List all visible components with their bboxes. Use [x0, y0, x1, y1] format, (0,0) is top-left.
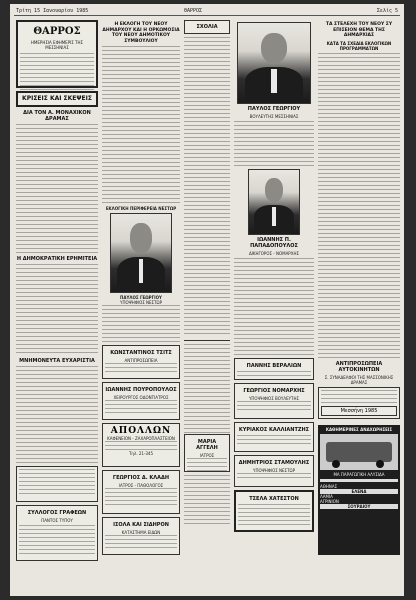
shipping-row-2: ΛΑΜΙΑ — [320, 493, 333, 499]
ad-kostas-title: ΚΩΝΣΤΑΝΤΙΝΟΣ ΤΣΙΤΣ — [110, 350, 172, 356]
ad-vasilis — [234, 358, 314, 380]
ad-final-text — [238, 504, 310, 528]
col-b-text-1 — [102, 46, 180, 206]
ad-georgios-title: ΓΕΩΡΓΙΟΣ Δ. ΚΛΑΔΗ — [112, 475, 170, 481]
ad-dentist — [102, 382, 180, 420]
bus-illustration — [320, 434, 398, 470]
photo-caption-1-sub: ΥΠΟΨΗΦΙΟΣ ΝΕΣΤΩΡ — [120, 300, 162, 305]
ad-vasilis-text — [237, 371, 311, 377]
ad-maria — [184, 434, 230, 472]
col-d-caption-1: ΠΑΥΛΟΣ ΓΕΩΡΓΙΟΥ — [247, 106, 301, 112]
ad-izola-text — [105, 535, 177, 549]
ad-anti-sub: Σ. ΣΥΝΑΔΕΛΦΟΙ ΤΗΣ ΜΑΣΣΟΝΙΚΗΣ ΔΡΑΜΑΣ — [324, 374, 394, 385]
col-e-notice-box — [318, 387, 400, 419]
column-a — [16, 20, 98, 564]
col-d-text-1 — [234, 121, 314, 167]
ad-izola-sub: ΚΑΤΑΣΤΗΜΑ ΕΙΔΩΝ — [121, 530, 161, 535]
ad-final — [234, 490, 314, 532]
ad-izola-title: ΙΣΟΛΑ ΚΑΙ ΣΙΔΗΡΟΝ — [113, 522, 169, 528]
page-header — [14, 6, 400, 16]
col-c-tag: ΣΧΟΛΙΑ — [196, 24, 218, 30]
ad-dimarchos-sub: ΥΠΟΨΗΦΙΟΣ ΒΟΥΛΕΥΤΗΣ — [248, 396, 300, 401]
ad-konst-text — [237, 473, 311, 481]
ad-apollon-title: ΑΠΟΛΛΩΝ — [110, 426, 172, 436]
col-d-text-2 — [234, 258, 314, 358]
ad-georgios-text — [105, 488, 177, 508]
shipping-ad-title: ΚΑΘΗΜΕΡΙΝΕΣ ΑΝΑΧΩΡΗΣΕΙΣ — [325, 426, 393, 432]
ad-kyriakos-title: ΚΥΡΙΑΚΟΣ ΚΑΛΛΙΑΝΤΖΗΣ — [238, 427, 310, 433]
ad-apollon — [102, 423, 180, 467]
col-a-subheadline-2: ΜΝΗΜΟΝΕΥΤΑ ΕΥΧΑΡΙΣΤΙΑ — [19, 358, 95, 364]
ad-dentist-sub: ΧΕΙΡΟΥΡΓΟΣ ΟΔΟΝΤΙΑΤΡΟΣ — [113, 395, 169, 400]
masthead-subtitle: ΗΜΕΡΗΣΙΑ ΕΦΗΜΕΡΙΣ ΤΗΣ ΜΕΣΣΗΝΙΑΣ — [30, 40, 84, 50]
shipping-ad — [318, 425, 400, 555]
bottom-left-ad-text — [19, 525, 95, 557]
ad-kyriakos — [234, 422, 314, 452]
header-paper-name: ΘΑΡΡΟΣ — [184, 8, 203, 14]
ad-anti-title: ΑΝΤΙΠΡΟΣΩΠΕΙΑ ΑΥΤΟΚΙΝΗΤΩΝ — [335, 360, 383, 373]
ad-dentist-title: ΙΩΑΝΝΗΣ ΠΟΥΡΟΠΟΥΛΟΣ — [105, 387, 177, 393]
header-page-number: Σελίς 5 — [376, 8, 398, 14]
ad-kostas — [102, 345, 180, 379]
portrait-photo-2 — [237, 22, 311, 104]
col-b-text-2 — [102, 305, 180, 345]
ad-apollon-text — [105, 441, 177, 451]
col-d-caption-1-sub: ΒΟΥΛΕΥΤΗΣ ΜΕΣΣΗΝΙΑΣ — [249, 114, 299, 119]
column-e — [318, 20, 400, 555]
portrait-photo-3 — [248, 169, 300, 235]
shipping-ad-subtitle: ΜΑ ΠΑΡΑΓΩΓΙΚΗ ΑΛΥΣΙΔΑ — [333, 471, 385, 477]
col-e-headline: ΤΑ ΣΤΕΛΕΧΗ ΤΟΥ ΝΕΟΥ ΣΥ ΕΠΙΣΕΙΟΝ ΘΕΜΑ ΤΗΣ ΔΗΜΑΡΧΙΑΣ — [325, 22, 393, 38]
ad-konst — [234, 455, 314, 487]
ad-maria-sub: ΙΑΤΡΟΣ — [199, 453, 215, 458]
shipping-row-1: ΑΘΗΝΑΣ — [320, 483, 338, 489]
col-e-notice-text — [321, 390, 397, 404]
opinions-box — [16, 91, 98, 107]
opinions-title: ΚΡΙΣΕΙΣ ΚΑΙ ΣΚΕΨΕΙΣ — [22, 95, 92, 102]
column-b — [102, 20, 180, 558]
ad-izola — [102, 517, 180, 555]
col-a-notice-box — [16, 466, 98, 502]
col-e-date-box: Μεσσήνη 1985 — [321, 406, 397, 416]
col-a-bottom-ad — [16, 505, 98, 561]
col-a-headline: ΔΙΑ ΤΟΝ Α. ΜΟΝΑΧΙΚΟΝ ΔΡΑΜΑΣ — [23, 110, 91, 122]
ad-kostas-text — [105, 363, 177, 375]
ad-final-title: ΤΣΕΛΑ ΧΑΤΕΣΤΟΝ — [249, 496, 299, 502]
ad-apollon-tel: Τηλ. 21-345 — [128, 451, 154, 456]
ad-apollon-sub: ΚΑΦΕΝΕΙΟΝ - ΖΑΧΑΡΟΠΛΑΣΤΕΙΟΝ — [107, 436, 175, 441]
shipping-name-2: ΣΟΥΡΔΙΟΥ — [320, 504, 398, 509]
shipping-row-3: ΑΓΡΙΝΙΟΝ — [320, 498, 339, 504]
ad-dimarchos-title: ΓΕΩΡΓΙΟΣ ΝΟΜΑΡΧΗΣ — [243, 388, 305, 394]
ad-georgios-sub: ΙΑΤΡΟΣ - ΠΑΘΟΛΟΓΟΣ — [118, 483, 164, 488]
ad-maria-title: ΜΑΡΙΑ ΑΓΓΕΛΗ — [196, 439, 218, 451]
col-c-tag-box — [184, 20, 230, 34]
masthead-text — [20, 53, 94, 93]
ad-dimarchos-text — [237, 401, 311, 413]
col-d-caption-2-sub: ΔΙΚΗΓΟΡΟΣ - ΝΟΜΑΡΧΗΣ — [248, 251, 299, 256]
ad-georgios — [102, 470, 180, 514]
ad-dimarchos — [234, 383, 314, 419]
col-c-text-3 — [184, 475, 230, 525]
ad-konst-sub: ΥΠΟΨΗΦΙΟΣ ΝΕΣΤΩΡ — [253, 468, 295, 473]
ad-dentist-text — [105, 400, 177, 414]
col-c-text-2 — [184, 344, 230, 434]
portrait-photo-1 — [110, 213, 172, 293]
column-d — [234, 20, 314, 535]
bottom-left-ad-subtitle: ΠΑΝΤΟΣ ΤΥΠΟΥ — [41, 518, 73, 523]
ad-vasilis-title: ΠΑΝΝΗΣ ΒΕΡΑΛΙΩΝ — [246, 363, 302, 369]
col-e-subheadline: ΚΑΤΑ ΤΑ ΣΧΕΔΙΑ ΕΚΛΟΓΙΚΩΝ ΠΡΟΓΡΑΜΜΑΤΩΝ — [326, 40, 392, 51]
col-b-caption: ΕΚΛΟΓΙΚΗ ΠΕΡΙΦΕΡΕΙΑ ΝΕΣΤΩΡ — [105, 206, 177, 211]
ad-kyriakos-text — [237, 435, 311, 447]
col-c-text-1 — [184, 37, 230, 337]
column-c — [184, 20, 230, 525]
col-a-notice-text — [19, 469, 95, 497]
col-e-text-1 — [318, 53, 400, 359]
shipping-name: ΕΛΕΝΑ — [320, 489, 398, 494]
header-date: Τρίτη 15 Ιανουαρίου 1985 — [16, 8, 89, 14]
photo-caption-1: ΠΑΥΛΟΣ ΓΕΩΡΓΙΟΥ — [120, 295, 162, 300]
col-a-text-1 — [16, 124, 98, 254]
ad-kostas-sub: ΑΝΤΙΠΡΟΣΩΠΕΙΑ — [124, 358, 158, 363]
ad-maria-text — [187, 458, 227, 472]
masthead-box — [16, 20, 98, 88]
bottom-left-ad-title: ΣΥΛΛΟΓΟΣ ΓΡΑΦΕΩΝ — [27, 510, 87, 516]
newspaper-page — [10, 4, 404, 596]
col-a-text-2 — [16, 264, 98, 356]
col-d-caption-2: ΙΩΑΝΝΗΣ Π. ΠΑΠΑΔΟΠΟΥΛΟΣ — [250, 237, 298, 249]
col-a-subheadline: Η ΔΗΜΟΚΡΑΤΙΚΗ ΕΡΗΜΙΤΕΙΑ — [16, 256, 98, 262]
col-a-text-3 — [16, 366, 98, 466]
masthead-title: ΘΑΡΡΟΣ — [33, 26, 81, 37]
col-b-headline: Η ΕΚΛΟΓΗ ΤΟΥ ΝΕΟΥ ΔΗΜΑΡΧΟΥ ΚΑΙ Η ΟΡΚΩΜΟΣΙΑ ΤΟΥ ΝΕΟΥ ΔΗΜΟΤΙΚΟΥ ΣΥΜΒΟΥΛΙΟΥ — [102, 22, 180, 44]
ad-konst-title: ΔΗΜΗΤΡΙΟΣ ΣΤΑΜΟΥΛΗΣ — [238, 460, 310, 466]
